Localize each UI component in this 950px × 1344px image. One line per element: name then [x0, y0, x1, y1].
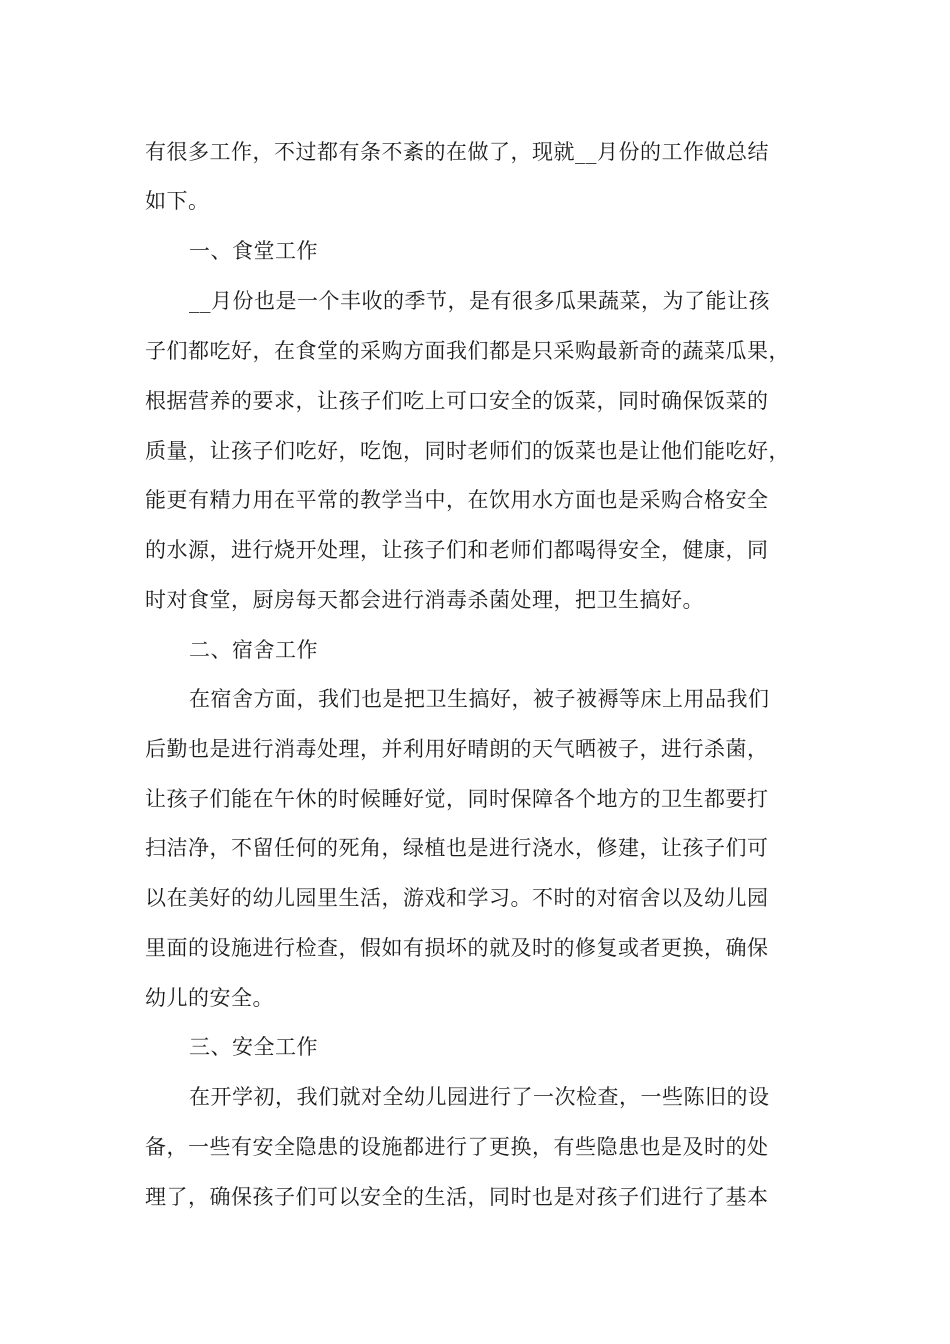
paragraph-line: 让孩子们能在午休的时候睡好觉，同时保障各个地方的卫生都要打 — [145, 787, 769, 811]
paragraph-line: 的水源，进行烧开处理，让孩子们和老师们都喝得安全，健康，同 — [145, 538, 769, 562]
section-heading-dormitory: 二、宿舍工作 — [189, 638, 318, 662]
paragraph-line: 扫洁净，不留任何的死角，绿植也是进行浇水，修建，让孩子们可 — [145, 836, 769, 860]
section-heading-canteen: 一、食堂工作 — [189, 239, 318, 263]
paragraph-line: 以在美好的幼儿园里生活，游戏和学习。不时的对宿舍以及幼儿园 — [145, 886, 769, 910]
paragraph-line: 有很多工作，不过都有条不紊的在做了，现就__月份的工作做总结 — [145, 140, 769, 164]
paragraph-line: 能更有精力用在平常的教学当中，在饮用水方面也是采购合格安全 — [145, 488, 769, 512]
paragraph-line: 质量，让孩子们吃好，吃饱，同时老师们的饭菜也是让他们能吃好， — [145, 439, 790, 463]
paragraph-line: __月份也是一个丰收的季节，是有很多瓜果蔬菜，为了能让孩 — [189, 289, 770, 313]
paragraph-line: 根据营养的要求，让孩子们吃上可口安全的饭菜，同时确保饭菜的 — [145, 389, 769, 413]
paragraph-line: 备，一些有安全隐患的设施都进行了更换，有些隐患也是及时的处 — [145, 1135, 769, 1159]
paragraph-line: 子们都吃好，在食堂的采购方面我们都是只采购最新奇的蔬菜瓜果， — [145, 339, 790, 363]
paragraph-line: 时对食堂，厨房每天都会进行消毒杀菌处理，把卫生搞好。 — [145, 588, 704, 612]
paragraph-line: 后勤也是进行消毒处理，并利用好晴朗的天气晒被子，进行杀菌， — [145, 737, 769, 761]
paragraph-line: 里面的设施进行检查，假如有损坏的就及时的修复或者更换，确保 — [145, 936, 769, 960]
paragraph-line: 在宿舍方面，我们也是把卫生搞好，被子被褥等床上用品我们 — [189, 687, 770, 711]
paragraph-line: 幼儿的安全。 — [145, 986, 274, 1010]
paragraph-line: 如下。 — [145, 189, 210, 213]
paragraph-line: 理了，确保孩子们可以安全的生活，同时也是对孩子们进行了基本 — [145, 1185, 769, 1209]
paragraph-line: 在开学初，我们就对全幼儿园进行了一次检查，一些陈旧的设 — [189, 1085, 770, 1109]
section-heading-safety: 三、安全工作 — [189, 1035, 318, 1059]
